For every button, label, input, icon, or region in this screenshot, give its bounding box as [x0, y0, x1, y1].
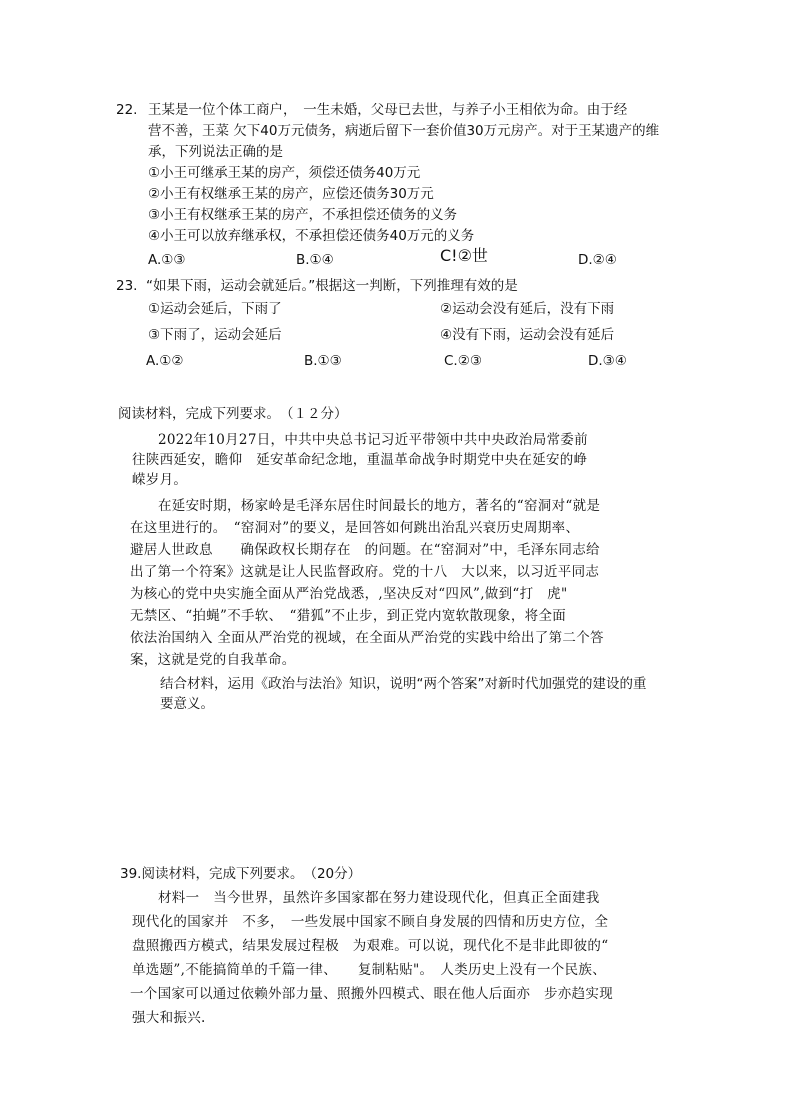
material-line: 材料一 当今世界，虽然许多国家都在努力建设现代化，但真正全面建我	[158, 890, 600, 906]
material-line: 现代化的国家并 不多， 一些发展中国家不顾自身发展的四情和历史方位，全	[132, 914, 609, 930]
section-heading: 阅读材料，完成下列要求。 （１２分）	[118, 406, 348, 422]
answer-option: A.①③	[148, 252, 186, 268]
question-stem-line: “如果下雨，运动会就延后。”根据这一判断，下列推理有效的是	[146, 278, 518, 294]
material-line: 为核心的党中央实施全面从严治党战悉，,坚决反对“四风”,做到“打 虎"	[130, 586, 568, 602]
material-line: 依法治国纳入 全面从严治党的视域，在全面从严治党的实践中给出了第二个答	[130, 630, 604, 646]
material-line: 避居人世政息 确保政权长期存在 的问题。在“窑洞对”中，毛泽东同志给	[130, 542, 600, 558]
statement: ③小王有权继承王某的房产，不承担偿还债务的义务	[148, 207, 458, 223]
material-line: 盘照搬西方模式，结果发展过程极 为艰难。可以说，现代化不是非此即彼的“	[132, 938, 609, 954]
material-line: 无禁区、“拍蝇”不手软、 “猎狐”不止步，到正党内宽软散现象，将全面	[130, 608, 567, 624]
question-number: 22.	[116, 102, 138, 118]
task-line: 要意义。	[160, 696, 214, 712]
answer-option: A.①②	[146, 353, 184, 369]
material-line: 强大和振兴.	[132, 1010, 206, 1026]
answer-option: B.①③	[304, 353, 342, 369]
task-line: 结合材料，运用《政治与法治》知识，说明“两个答案”对新时代加强党的建设的重	[160, 676, 647, 692]
statement: ④没有下雨，运动会没有延后	[440, 327, 615, 343]
material-line: 在延安时期，杨家岭是毛泽东居住时间最长的地方，著名的“窑洞对“就是	[158, 498, 601, 514]
statement: ①小王可继承王某的房产，须偿还债务40万元	[148, 165, 421, 181]
material-line: 出了第一个符案》这就是让人民监督政府。党的十八 大以来，以习近平同志	[130, 564, 600, 580]
statement: ②小王有权继承王某的房产，应偿还债务30万元	[148, 186, 434, 202]
answer-option: C!②世	[440, 246, 488, 265]
answer-option: B.①④	[296, 252, 334, 268]
answer-option: D.③④	[588, 353, 627, 369]
statement: ②运动会没有延后，没有下雨	[440, 301, 615, 317]
question-number: 23.	[116, 278, 138, 294]
question-stem-line: 承，下列说法正确的是	[148, 144, 283, 160]
material-line: 一个国家可以通过依赖外部力量、照搬外四模式、眼在他人后面亦 步亦趋实现	[130, 986, 613, 1002]
statement: ③下雨了，运动会延后	[148, 327, 282, 343]
section-heading: 39.阅读材料，完成下列要求。 （20分）	[120, 866, 362, 882]
material-line: 往陕西延安，瞻仰 延安革命纪念地，重温革命战争时期党中央在延安的峥	[132, 452, 588, 468]
material-line: 单选题”,不能搞简单的千篇一律、 复制粘贴"。 人类历史上没有一个民族、	[132, 962, 607, 978]
question-stem-line: 营不善，王菜 欠下40万元债务，病逝后留下一套价值30万元房产。对于王某遗产的维	[148, 123, 660, 139]
answer-option: C.②③	[444, 353, 482, 369]
answer-option: D.②④	[578, 252, 617, 268]
material-line: 案，这就是党的自我革命。	[130, 652, 296, 668]
statement: ④小王可以放弃继承权，不承担偿还债务40万元的义务	[148, 228, 475, 244]
statement: ①运动会延后，下雨了	[148, 301, 282, 317]
material-line: 在这里进行的。 “窑洞对”的要义，是回答如何跳出治乱兴衰历史周期率、	[130, 520, 580, 536]
material-line: 嵘岁月。	[132, 472, 188, 488]
question-stem-line: 王某是一位个体工商户， 一生未婚，父母已去世，与养子小王相依为命。由于经	[148, 102, 628, 118]
material-line: 2022年10月27日，中共中央总书记习近平带领中共中央政治局常委前	[158, 432, 588, 448]
